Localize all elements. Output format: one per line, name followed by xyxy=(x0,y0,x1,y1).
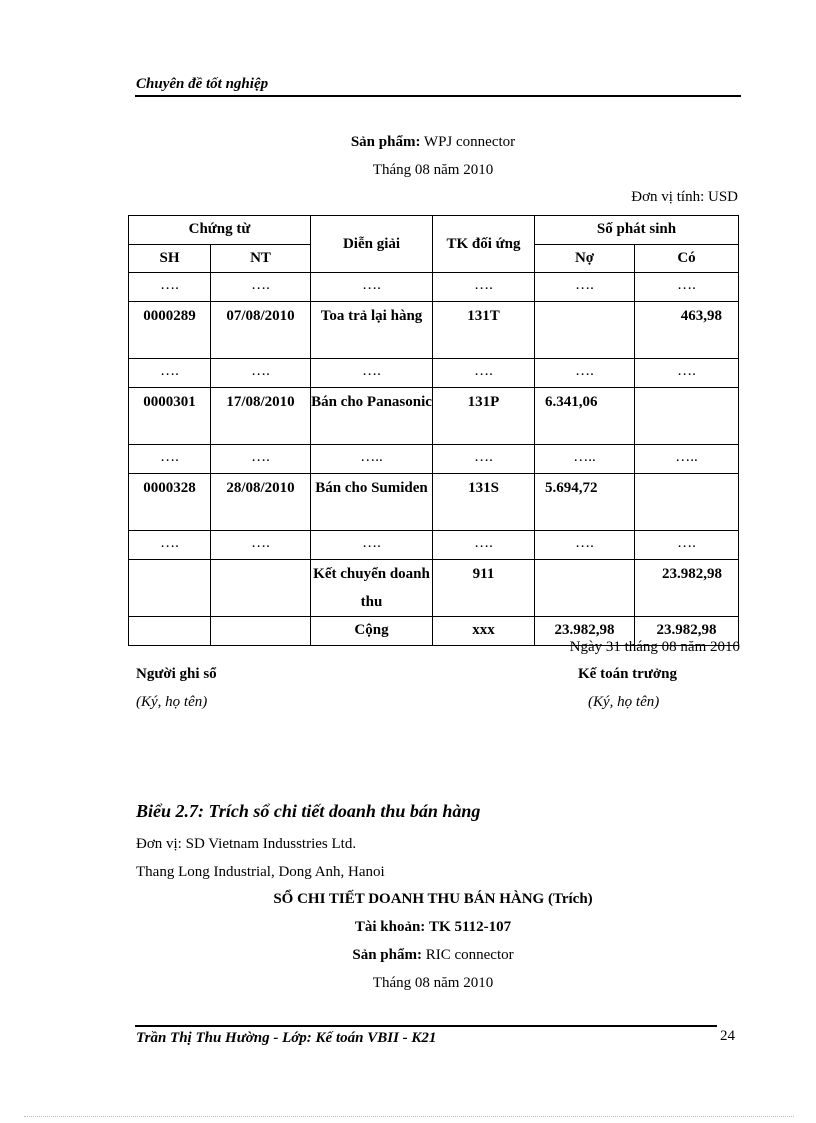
header-tk: TK đối ứng xyxy=(433,216,535,273)
section-caption: Biểu 2.7: Trích sổ chi tiết doanh thu bán hàng xyxy=(136,801,481,821)
cell-no: …. xyxy=(535,531,635,560)
product-line xyxy=(128,134,738,151)
product-label: Sản phẩm: xyxy=(350,134,421,150)
cell-dg: …. xyxy=(311,531,433,560)
period-line: Tháng 08 năm 2010 xyxy=(372,162,494,178)
cell-nt: …. xyxy=(211,445,311,474)
signature-right-note: (Ký, họ tên) xyxy=(588,694,660,710)
cell-tk: …. xyxy=(433,445,535,474)
table-row xyxy=(129,560,739,617)
header-diengiai: Diễn giải xyxy=(311,216,433,273)
footer-rule xyxy=(135,1025,717,1027)
cell-sh: …. xyxy=(129,273,211,302)
signature-left-note: (Ký, họ tên) xyxy=(136,694,208,710)
cell-nt: …. xyxy=(211,273,311,302)
product2-line xyxy=(128,947,738,964)
cell-tk: 131T xyxy=(433,302,535,359)
cell-no: …. xyxy=(535,359,635,388)
cell-co xyxy=(635,474,739,531)
period2-line: Tháng 08 năm 2010 xyxy=(372,975,494,991)
account-label: Tài khoản: xyxy=(354,919,426,935)
cell-dg: Kết chuyển doanh thu xyxy=(311,560,433,617)
cell-co xyxy=(635,388,739,445)
header-chungtu: Chứng từ xyxy=(129,216,311,245)
table-row xyxy=(129,302,739,359)
cell-nt: …. xyxy=(211,531,311,560)
running-header-title: Chuyên đề tốt nghiệp xyxy=(136,76,269,92)
cell-tk: …. xyxy=(433,359,535,388)
page-border xyxy=(24,1116,794,1117)
cell-tk: 131S xyxy=(433,474,535,531)
cell-sh xyxy=(129,617,211,646)
signature-left-title: Người ghi sổ xyxy=(136,666,217,682)
header-co: Có xyxy=(635,245,739,273)
cell-dg: …. xyxy=(311,273,433,302)
table-row xyxy=(129,531,739,560)
cell-co: …. xyxy=(635,531,739,560)
cell-nt: …. xyxy=(211,359,311,388)
header-sh: SH xyxy=(129,245,211,273)
cell-sh: 0000289 xyxy=(129,302,211,359)
cell-nt: 07/08/2010 xyxy=(211,302,311,359)
cell-dg: Bán cho Sumiden xyxy=(311,474,433,531)
cell-no xyxy=(535,560,635,617)
cell-co: 463,98 xyxy=(635,302,739,359)
header-sophatsinh: Số phát sinh xyxy=(535,216,739,245)
cell-no: ….. xyxy=(535,445,635,474)
cell-nt xyxy=(211,617,311,646)
signature-date: Ngày 31 tháng 08 năm 2010 xyxy=(569,639,740,655)
product2-value: RIC connector xyxy=(425,947,514,963)
table-row xyxy=(129,445,739,474)
cell-sh: …. xyxy=(129,359,211,388)
table-row xyxy=(129,359,739,388)
header-nt: NT xyxy=(211,245,311,273)
cell-tk: 131P xyxy=(433,388,535,445)
signature-right-title: Kế toán trưởng xyxy=(578,666,677,682)
cell-no: 6.341,06 xyxy=(535,388,635,445)
account-line xyxy=(128,919,738,936)
cell-sh: …. xyxy=(129,445,211,474)
table-row xyxy=(129,273,739,302)
cell-tk: xxx xyxy=(433,617,535,646)
cell-dg: ….. xyxy=(311,445,433,474)
cell-tk: …. xyxy=(433,273,535,302)
company-unit-line: Đơn vị: SD Vietnam Indusstries Ltd. xyxy=(136,836,357,852)
cell-sh xyxy=(129,560,211,617)
cell-co: 23.982,98 xyxy=(635,560,739,617)
page-number: 24 xyxy=(720,1028,735,1044)
table-header-row xyxy=(129,216,739,245)
product2-label: Sản phẩm: xyxy=(352,947,422,963)
cell-dg: Toa trả lại hàng xyxy=(311,302,433,359)
unit-line: Đơn vị tính: USD xyxy=(631,189,738,205)
product-value: WPJ connector xyxy=(423,134,516,150)
table-row xyxy=(129,388,739,445)
cell-nt: 17/08/2010 xyxy=(211,388,311,445)
cell-sh: …. xyxy=(129,531,211,560)
cell-co: 23.982,98 xyxy=(635,617,739,646)
cell-sh: 0000301 xyxy=(129,388,211,445)
header-no: Nợ xyxy=(535,245,635,273)
cell-no: …. xyxy=(535,273,635,302)
cell-co: …. xyxy=(635,273,739,302)
cell-co: ….. xyxy=(635,445,739,474)
cell-no: 5.694,72 xyxy=(535,474,635,531)
cell-dg: Bán cho Panasonic xyxy=(311,388,433,445)
header-rule xyxy=(135,95,741,97)
cell-nt xyxy=(211,560,311,617)
cell-no xyxy=(535,302,635,359)
ledger-title: SỔ CHI TIẾT DOANH THU BÁN HÀNG (Trích) xyxy=(273,891,593,907)
company-address: Thang Long Industrial, Dong Anh, Hanoi xyxy=(136,864,385,880)
table-row xyxy=(129,474,739,531)
cell-co: …. xyxy=(635,359,739,388)
account-value: TK 5112-107 xyxy=(429,919,512,935)
ledger-table xyxy=(128,215,739,646)
cell-tk: …. xyxy=(433,531,535,560)
cell-tk: 911 xyxy=(433,560,535,617)
cell-dg: …. xyxy=(311,359,433,388)
cell-dg: Cộng xyxy=(311,617,433,646)
cell-nt: 28/08/2010 xyxy=(211,474,311,531)
cell-sh: 0000328 xyxy=(129,474,211,531)
cell-no: 23.982,98 xyxy=(535,617,635,646)
footer-author: Trần Thị Thu Hường - Lớp: Kế toán VBII - K21 xyxy=(136,1030,437,1046)
